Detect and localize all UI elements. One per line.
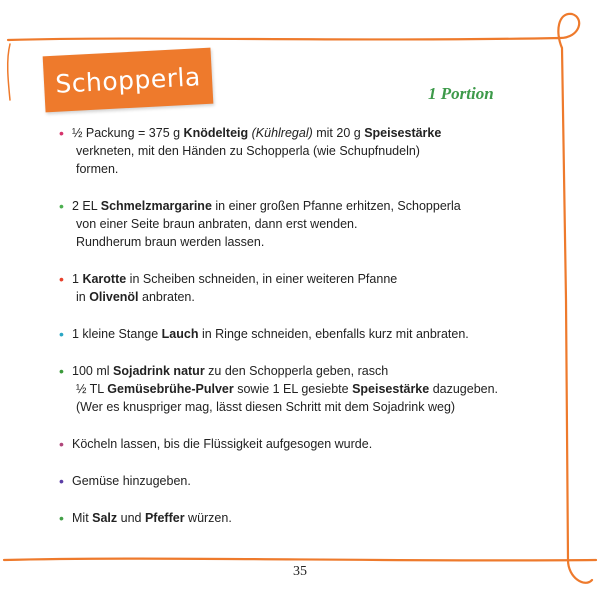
instruction-step bbox=[58, 270, 538, 306]
step-text: von einer Seite braun anbraten, dann erst wenden. bbox=[76, 217, 358, 231]
step-text: (Wer es knuspriger mag, lässt diesen Schritt mit dem Sojadrink weg) bbox=[76, 400, 456, 414]
bullet-dot-icon: • bbox=[59, 326, 64, 342]
step-text: würzen. bbox=[184, 511, 232, 525]
portion-label: 1 Portion bbox=[428, 84, 494, 103]
instruction-step bbox=[58, 362, 538, 416]
step-text: in Scheiben schneiden, in einer weiteren Pfanne bbox=[126, 272, 398, 286]
step-text: ½ TL bbox=[76, 382, 108, 396]
step-text: formen. bbox=[76, 162, 119, 176]
step-line bbox=[72, 509, 538, 527]
step-line bbox=[72, 362, 538, 380]
bullet-dot-icon: • bbox=[59, 125, 64, 141]
bullet-dot-icon: • bbox=[59, 363, 64, 379]
step-text: und bbox=[117, 511, 145, 525]
step-line bbox=[72, 233, 538, 251]
step-text: 100 ml bbox=[72, 364, 113, 378]
ingredient-name: Pfeffer bbox=[144, 511, 185, 525]
step-text: Rundherum braun werden lassen. bbox=[76, 235, 265, 249]
recipe-title: Schopperla bbox=[54, 61, 202, 99]
step-line bbox=[72, 160, 538, 178]
step-text: Köcheln lassen, bis die Flüssigkeit aufgesogen wurde. bbox=[72, 437, 373, 451]
step-text: 1 bbox=[72, 272, 83, 286]
step-line bbox=[72, 472, 538, 490]
instruction-step bbox=[58, 472, 538, 490]
step-line bbox=[72, 270, 538, 288]
step-line bbox=[72, 398, 538, 416]
step-line bbox=[72, 215, 538, 233]
bullet-dot-icon: • bbox=[59, 436, 64, 452]
step-line bbox=[72, 124, 538, 142]
bullet-dot-icon: • bbox=[59, 473, 64, 489]
step-line bbox=[72, 435, 538, 453]
ingredient-name: Karotte bbox=[82, 272, 127, 286]
instruction-step bbox=[58, 509, 538, 527]
step-text: Gemüse hinzugeben. bbox=[72, 474, 191, 488]
ingredient-name: Sojadrink natur bbox=[113, 364, 205, 378]
bullet-dot-icon: • bbox=[59, 510, 64, 526]
ingredient-name: Speisestärke bbox=[352, 382, 430, 396]
bullet-dot-icon: • bbox=[59, 198, 64, 214]
step-text: dazugeben. bbox=[429, 382, 499, 396]
ingredient-name: Knödelteig bbox=[183, 126, 249, 140]
step-line bbox=[72, 288, 538, 306]
step-text: mit 20 g bbox=[312, 126, 365, 140]
ingredient-name: Olivenöl bbox=[89, 290, 139, 304]
step-text: 1 kleine Stange bbox=[72, 327, 162, 341]
step-text: in Ringe schneiden, ebenfalls kurz mit anbraten. bbox=[198, 327, 469, 341]
step-text: ½ Packung = 375 g bbox=[72, 126, 184, 140]
step-text: 2 EL bbox=[72, 199, 101, 213]
ingredient-name: Salz bbox=[92, 511, 118, 525]
instruction-step bbox=[58, 435, 538, 453]
step-text: Mit bbox=[72, 511, 93, 525]
step-line bbox=[72, 380, 538, 398]
step-line bbox=[72, 197, 538, 215]
instruction-step bbox=[58, 325, 538, 343]
step-text: in bbox=[76, 290, 90, 304]
title-badge bbox=[43, 48, 214, 113]
step-text: verkneten, mit den Händen zu Schopperla (wie Schupfnudeln) bbox=[76, 144, 420, 158]
step-text: zu den Schopperla geben, rasch bbox=[204, 364, 389, 378]
step-text: sowie 1 EL gesiebte bbox=[233, 382, 353, 396]
instruction-step bbox=[58, 124, 538, 178]
instruction-list bbox=[58, 124, 538, 546]
step-text: in einer großen Pfanne erhitzen, Schopperla bbox=[211, 199, 461, 213]
step-text: anbraten. bbox=[138, 290, 195, 304]
page-number: 35 bbox=[293, 564, 307, 579]
ingredient-name: Schmelzmargarine bbox=[100, 199, 212, 213]
ingredient-name: Speisestärke bbox=[364, 126, 442, 140]
step-line bbox=[72, 142, 538, 160]
instruction-step bbox=[58, 197, 538, 251]
step-text: (Kühlregal) bbox=[251, 126, 313, 140]
bullet-dot-icon: • bbox=[59, 271, 64, 287]
ingredient-name: Lauch bbox=[161, 327, 199, 341]
ingredient-name: Gemüsebrühe-Pulver bbox=[107, 382, 234, 396]
step-line bbox=[72, 325, 538, 343]
